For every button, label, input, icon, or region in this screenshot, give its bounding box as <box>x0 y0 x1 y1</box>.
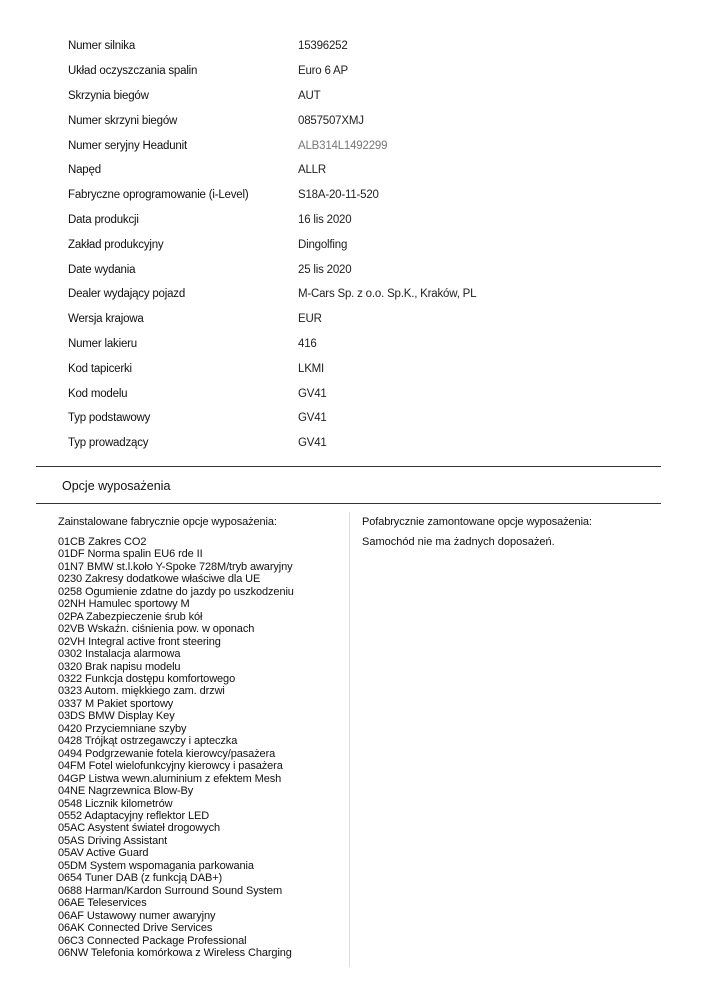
spec-row-factory-software <box>68 183 668 208</box>
spec-row-headunit-serial <box>68 133 668 158</box>
option-list-item: 05DM System wspomagania parkowania <box>58 859 254 872</box>
spec-value: Euro 6 AP <box>298 65 348 78</box>
option-list-item: 0428 Trójkąt ostrzegawczy i apteczka <box>58 735 238 748</box>
option-list-item: 06C3 Connected Package Professional <box>58 934 247 947</box>
spec-row-production-plant <box>68 232 668 257</box>
spec-label: Fabryczne oprogramowanie (i-Level) <box>68 189 249 202</box>
spec-row-drive <box>68 158 668 183</box>
option-list-item: 02PA Zabezpieczenie śrub kół <box>58 610 203 623</box>
aftermarket-options-column <box>362 516 662 548</box>
spec-value: EUR <box>298 313 322 326</box>
section-divider-bottom <box>36 503 661 504</box>
option-list-item: 02NH Hamulec sportowy M <box>58 598 190 611</box>
option-list-item: 0654 Tuner DAB (z funkcją DAB+) <box>58 872 223 885</box>
spec-value: 416 <box>298 337 317 350</box>
spec-row-lead-type <box>68 431 668 456</box>
section-title: Opcje wyposażenia <box>62 479 171 493</box>
option-list-item: 03DS BMW Display Key <box>58 710 175 723</box>
spec-row-dealer <box>68 282 668 307</box>
spec-value: 25 lis 2020 <box>298 263 352 276</box>
option-list-item: 02VH Integral active front steering <box>58 635 221 648</box>
spec-value: ALB314L1492299 <box>298 139 388 152</box>
option-list-item: 04NE Nagrzewnica Blow-By <box>58 785 194 798</box>
option-list-item: 0323 Autom. miękkiego zam. drzwi <box>58 685 225 698</box>
option-list-item: 0337 M Pakiet sportowy <box>58 697 174 710</box>
spec-label: Numer seryjny Headunit <box>68 139 187 152</box>
factory-options-column <box>58 516 348 959</box>
spec-value: 15396252 <box>298 40 348 53</box>
spec-row-upholstery-code <box>68 356 668 381</box>
option-list-item: 0258 Ogumienie zdatne do jazdy po uszkodzeniu <box>58 585 294 598</box>
spec-value: AUT <box>298 89 321 102</box>
spec-label: Data produkcji <box>68 213 139 226</box>
option-list-item: 06AE Teleservices <box>58 897 147 910</box>
option-list-item: 05AV Active Guard <box>58 847 149 860</box>
option-list-item: 0230 Zakresy dodatkowe właściwe dla UE <box>58 573 261 586</box>
option-list-item: 05AS Driving Assistant <box>58 834 168 847</box>
vehicle-spec-table <box>68 34 668 456</box>
spec-label: Numer skrzyni biegów <box>68 114 178 127</box>
option-list-item: 0320 Brak napisu modelu <box>58 660 181 673</box>
spec-row-paint-number <box>68 332 668 357</box>
option-list-item: 01N7 BMW st.l.koło Y-Spoke 728M/tryb awaryjny <box>58 560 293 573</box>
option-list-item: 06AF Ustawowy numer awaryjny <box>58 909 216 922</box>
spec-value: GV41 <box>298 412 327 425</box>
spec-label: Wersja krajowa <box>68 313 144 326</box>
spec-label: Typ podstawowy <box>68 412 151 425</box>
spec-value: 0857507XMJ <box>298 114 364 127</box>
option-list-item: 0420 Przyciemniane szyby <box>58 722 187 735</box>
spec-label: Kod tapicerki <box>68 362 132 375</box>
option-list-item: 06NW Telefonia komórkowa z Wireless Charging <box>58 946 292 959</box>
spec-row-delivery-date <box>68 257 668 282</box>
spec-label: Skrzynia biegów <box>68 89 149 102</box>
factory-options-list <box>58 536 348 959</box>
option-list-item: 06AK Connected Drive Services <box>58 922 213 935</box>
option-list-item: 0688 Harman/Kardon Surround Sound System <box>58 884 283 897</box>
spec-label: Układ oczyszczania spalin <box>68 65 198 78</box>
column-divider <box>349 512 350 967</box>
spec-value: LKMI <box>298 362 325 375</box>
section-divider-top <box>36 466 661 467</box>
spec-row-country-version <box>68 307 668 332</box>
option-list-item: 0494 Podgrzewanie fotela kierowcy/pasażera <box>58 747 276 760</box>
spec-label: Kod modelu <box>68 387 128 400</box>
option-list-item: 01CB Zakres CO2 <box>58 536 147 548</box>
spec-value: S18A-20-11-520 <box>298 189 379 202</box>
spec-row-gearbox <box>68 84 668 109</box>
factory-options-heading: Zainstalowane fabrycznie opcje wyposażenia: <box>58 516 277 528</box>
spec-value: M-Cars Sp. z o.o. Sp.K., Kraków, PL <box>298 288 477 301</box>
option-list-item: 05AC Asystent świateł drogowych <box>58 822 220 835</box>
option-list-item: 0322 Funkcja dostępu komfortowego <box>58 672 236 685</box>
spec-row-production-date <box>68 208 668 233</box>
spec-row-base-type <box>68 406 668 431</box>
spec-row-gearbox-number <box>68 108 668 133</box>
spec-label: Typ prowadzący <box>68 437 149 450</box>
spec-row-exhaust-system <box>68 59 668 84</box>
aftermarket-options-empty-text: Samochód nie ma żadnych doposażeń. <box>362 536 555 548</box>
spec-value: 16 lis 2020 <box>298 213 352 226</box>
spec-value: GV41 <box>298 437 327 450</box>
spec-value: ALLR <box>298 164 326 177</box>
spec-label: Napęd <box>68 164 101 177</box>
option-list-item: 01DF Norma spalin EU6 rde II <box>58 548 203 561</box>
spec-row-model-code <box>68 381 668 406</box>
option-list-item: 0548 Licznik kilometrów <box>58 797 173 810</box>
spec-value: Dingolfing <box>298 238 348 251</box>
spec-label: Date wydania <box>68 263 136 276</box>
spec-value: GV41 <box>298 387 327 400</box>
spec-label: Zakład produkcyjny <box>68 238 164 251</box>
spec-row-engine-number <box>68 34 668 59</box>
option-list-item: 04FM Fotel wielofunkcyjny kierowcy i pasażera <box>58 760 283 773</box>
option-list-item: 04GP Listwa wewn.aluminium z efektem Mesh <box>58 772 282 785</box>
option-list-item: 0302 Instalacja alarmowa <box>58 648 181 661</box>
aftermarket-options-heading: Pofabrycznie zamontowane opcje wyposażenia: <box>362 516 592 528</box>
spec-label: Dealer wydający pojazd <box>68 288 186 301</box>
option-list-item: 02VB Wskaźn. ciśnienia pow. w oponach <box>58 623 255 636</box>
spec-label: Numer silnika <box>68 40 136 53</box>
option-list-item: 0552 Adaptacyjny reflektor LED <box>58 809 210 822</box>
spec-label: Numer lakieru <box>68 337 137 350</box>
